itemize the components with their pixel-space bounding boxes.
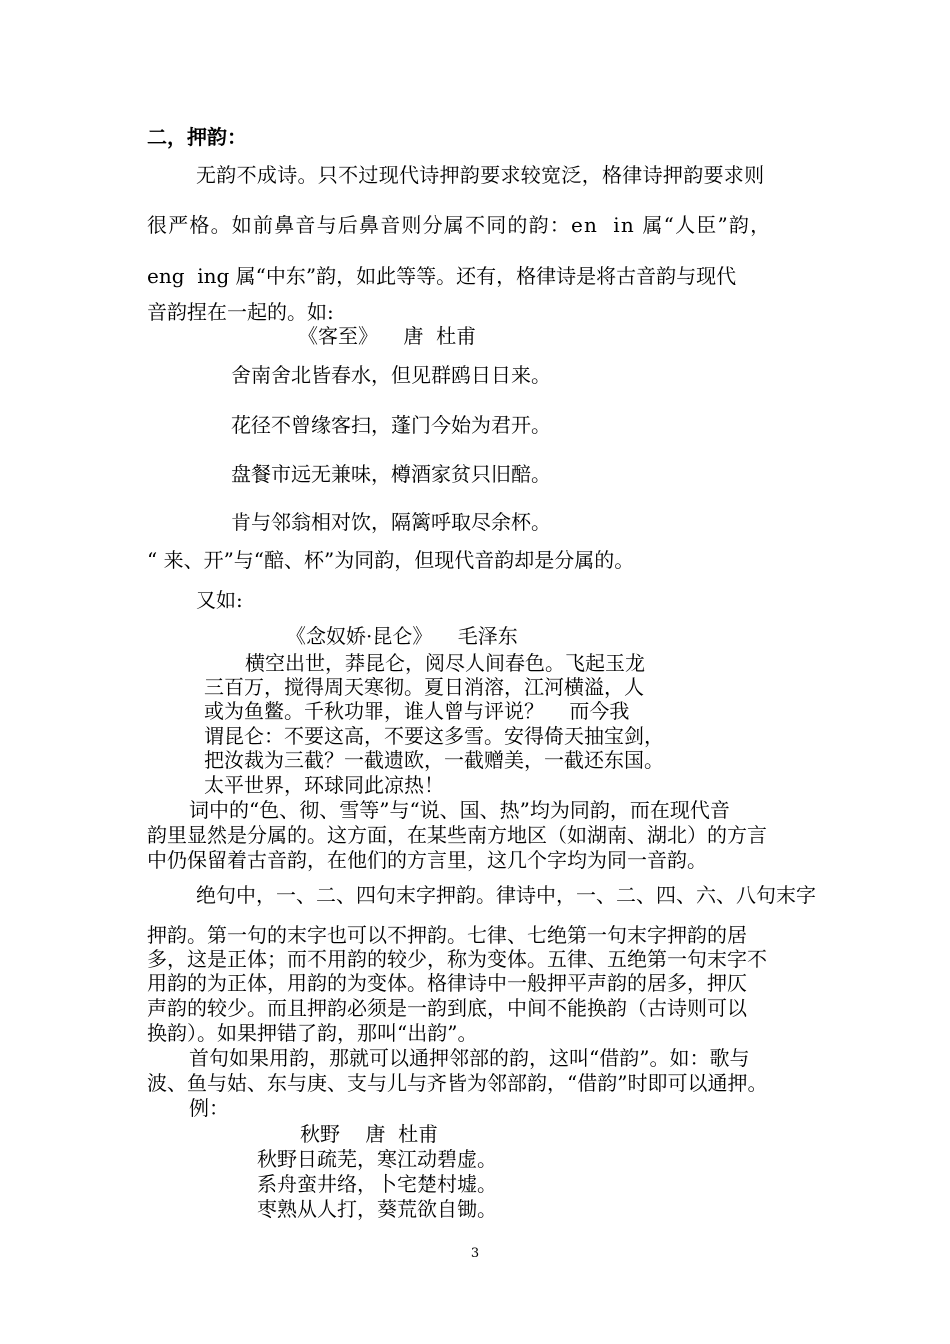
rhyme-note: “ 来、开”与“醅、杯”为同韵，但现代音韵却是分属的。: [147, 548, 635, 572]
poem-line: 太平世界，环球同此凉热！: [204, 773, 444, 797]
section-heading: 二，押韵：: [147, 125, 247, 149]
poem-title: 秋野 唐 杜甫: [300, 1122, 439, 1146]
poem-line: 花径不曾缘客扫，蓬门今始为君开。: [231, 413, 551, 437]
rules-line: 用韵的为正体，用韵的为变体。格律诗中一般押平声韵的居多，押仄: [147, 971, 747, 995]
page-number: 3: [470, 1246, 480, 1261]
example-label: 例：: [189, 1096, 229, 1120]
poem-line: 系舟蛮井络，卜宅楚村墟。: [257, 1172, 497, 1196]
analysis-line: 词中的“色、彻、雪等”与“说、国、热”均为同韵，而在现代音: [189, 798, 730, 822]
poem-line: 把汝裁为三截？一截遗欧，一截赠美，一截还东国。: [204, 748, 664, 772]
poem-title: 《念奴娇·昆仑》 毛泽东: [286, 624, 518, 648]
rules-line: 绝句中，一、二、四句末字押韵。律诗中，一、二、四、六、八句末字: [196, 883, 816, 907]
analysis-line: 韵里显然是分属的。这方面，在某些南方地区（如湖南、湖北）的方言: [147, 823, 767, 847]
rules-line: 声韵的较少。而且押韵必须是一韵到底，中间不能换韵（古诗则可以: [147, 996, 747, 1020]
poem-line: 枣熟从人打，葵荒欲自锄。: [257, 1197, 497, 1221]
intro-line: 无韵不成诗。只不过现代诗押韵要求较宽泛，格律诗押韵要求则: [196, 163, 765, 187]
rules-line: 押韵。第一句的末字也可以不押韵。七律、七绝第一句末字押韵的居: [147, 923, 747, 947]
poem-line: 谓昆仑：不要这高，不要这多雪。安得倚天抽宝剑，: [204, 724, 664, 748]
poem-line: 盘餐市远无兼味，樽酒家贫只旧醅。: [231, 462, 551, 486]
poem-line: 秋野日疏芜，寒江动碧虚。: [257, 1147, 497, 1171]
intro-line: eng ing 属“中东”韵，如此等等。还有，格律诗是将古音韵与现代: [147, 264, 737, 288]
poem-line: 舍南舍北皆春水，但见群鸥日日来。: [231, 363, 551, 387]
intro-line: 很严格。如前鼻音与后鼻音则分属不同的韵：en in 属“人臣”韵，: [147, 213, 772, 237]
poem-line: 肯与邻翁相对饮，隔篱呼取尽余杯。: [231, 510, 551, 534]
poem-line: 横空出世，莽昆仑，阅尽人间春色。飞起玉龙: [245, 651, 645, 675]
rules-line: 多，这是正体；而不用韵的较少，称为变体。五律、五绝第一句末字不: [147, 947, 767, 971]
rules-line: 换韵）。如果押错了韵，那叫“出韵”。: [147, 1021, 478, 1045]
analysis-line: 中仍保留着古音韵，在他们的方言里，这几个字均为同一音韵。: [147, 848, 707, 872]
borrow-line: 首句如果用韵，那就可以通押邻部的韵，这叫“借韵”。如：歌与: [189, 1046, 750, 1070]
intro-line: 音韵捏在一起的。如:: [147, 300, 334, 324]
poem-line: 三百万，搅得周天寒彻。夏日消溶，江河横溢，人: [204, 675, 644, 699]
borrow-line: 波、鱼与姑、东与庚、支与儿与齐皆为邻部韵，“借韵”时即可以通押。: [147, 1071, 768, 1095]
poem-title: 《客至》 唐 杜甫: [298, 324, 477, 348]
again-label: 又如:: [196, 588, 243, 612]
poem-line: 或为鱼鳖。千秋功罪，谁人曾与评说？ 而今我: [204, 699, 630, 723]
